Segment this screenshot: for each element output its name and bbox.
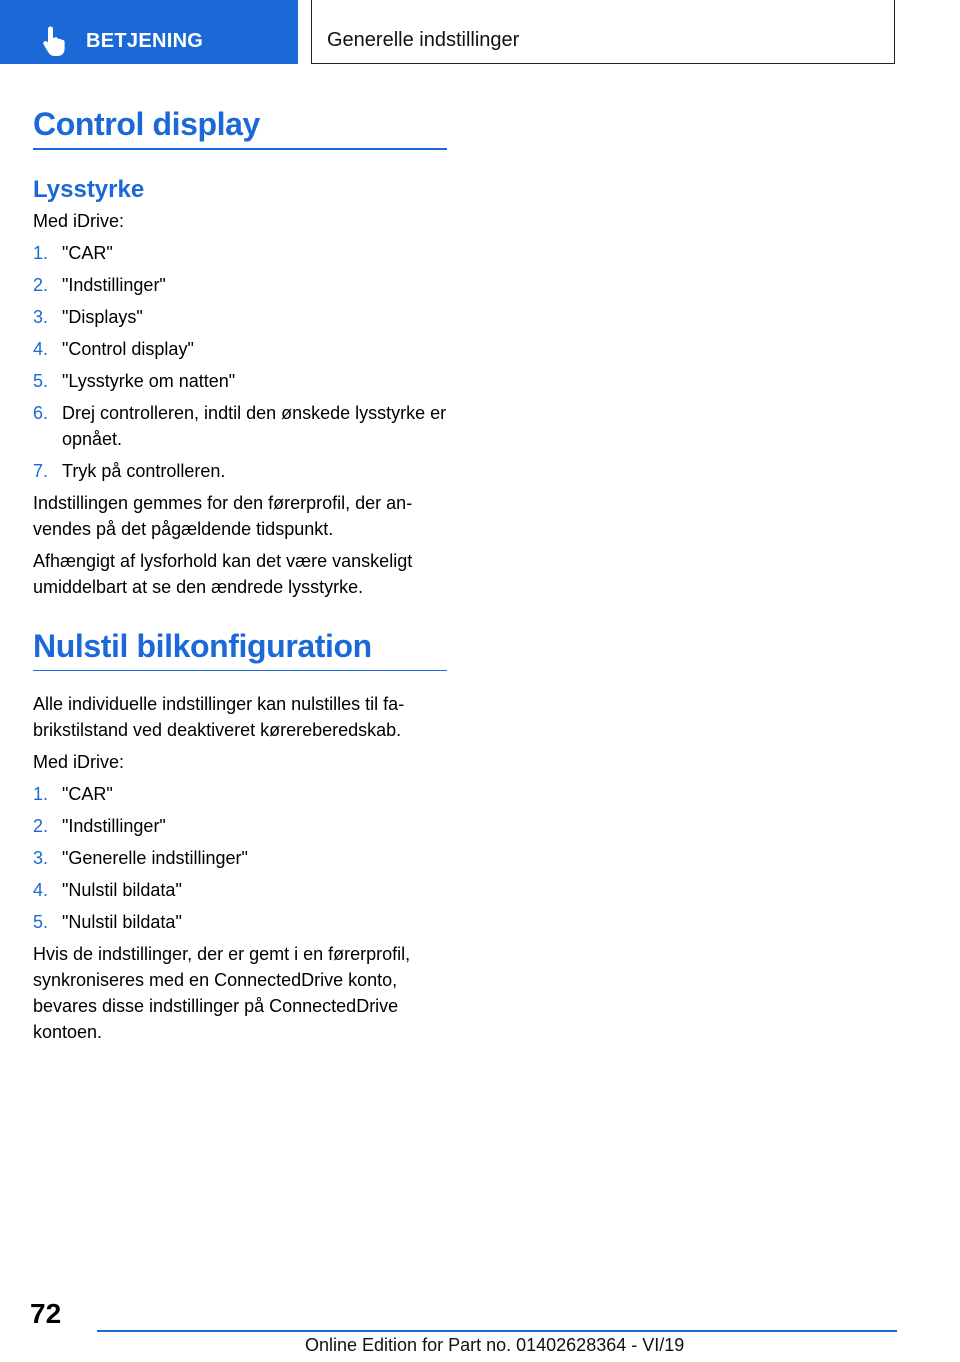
step-text: "Control display" <box>62 338 194 359</box>
step-item <box>33 272 447 298</box>
step-number: 1. <box>33 242 49 263</box>
page-number: 72 <box>30 1298 62 1329</box>
step-text: Tryk på controlleren. <box>62 460 226 481</box>
step-item <box>33 336 447 362</box>
hand-pointer-icon <box>40 26 66 56</box>
step-number: 3. <box>33 306 49 327</box>
step-item <box>33 368 447 394</box>
steps-list <box>33 240 447 484</box>
step-text: "CAR" <box>62 784 113 804</box>
section-name: BETJENING <box>86 30 204 52</box>
subheading-lysstyrke: Lysstyrke <box>33 175 145 203</box>
step-number: 2. <box>33 274 49 295</box>
step-text: "Indstillinger" <box>62 274 166 295</box>
body-paragraph: Alle individuelle indstillinger kan nulstilles til fabrikstilstand ved deaktiveret kørereberedskab. <box>33 694 405 740</box>
step-item <box>33 781 447 807</box>
step-item <box>33 240 447 266</box>
step-item <box>33 877 447 903</box>
step-text: "Nulstil bildata" <box>62 880 182 900</box>
edition-text: Online Edition for Part no. 01402628364 - VI/19 <box>305 1335 685 1355</box>
step-text: "Nulstil bildata" <box>62 912 182 932</box>
closing-paragraph: Hvis de indstillinger, der er gemt i en førerprofil, synkroniseres med en ConnectedDrive konto, bevares disse indstillinger på ConnectedDrive kontoen. <box>33 944 411 1042</box>
step-item <box>33 458 447 484</box>
step-text: "Displays" <box>62 306 143 327</box>
intro-text: Med iDrive: <box>33 752 125 772</box>
step-number: 7. <box>33 460 49 481</box>
footer-rule <box>97 1330 897 1332</box>
step-number: 4. <box>33 880 49 900</box>
step-item <box>33 845 447 871</box>
steps-list <box>33 781 447 935</box>
subsection-title: Generelle indstillinger <box>327 29 520 51</box>
step-number: 2. <box>33 816 49 836</box>
heading-control-display: Control display <box>33 106 260 142</box>
step-item <box>33 304 447 330</box>
step-item <box>33 909 447 935</box>
heading-nulstil: Nulstil bilkonfiguration <box>33 627 372 664</box>
step-number: 5. <box>33 370 49 391</box>
step-text: "CAR" <box>62 242 113 263</box>
subsection-header <box>311 0 895 64</box>
step-text: "Lysstyrke om natten" <box>62 370 236 391</box>
step-number: 3. <box>33 848 49 868</box>
step-text: Drej controlleren, indtil den ønskede lysstyrke er opnået. <box>62 402 447 449</box>
step-number: 4. <box>33 338 49 359</box>
step-text: "Generelle indstillinger" <box>62 848 248 868</box>
heading-rule <box>33 670 447 672</box>
step-number: 6. <box>33 402 49 423</box>
heading-rule <box>33 148 447 150</box>
step-text: "Indstillinger" <box>62 816 166 836</box>
note-paragraph: Afhængigt af lysforhold kan det være vanskeligt umiddelbart at se den ændrede lysstyrke. <box>33 550 413 597</box>
step-number: 5. <box>33 912 49 932</box>
note-paragraph: Indstillingen gemmes for den førerprofil, der anvendes på det pågældende tidspunkt. <box>33 492 413 539</box>
intro-text: Med iDrive: <box>33 210 125 231</box>
step-item <box>33 813 447 839</box>
section-tab <box>0 0 298 64</box>
step-number: 1. <box>33 784 49 804</box>
main-content <box>33 100 447 1045</box>
step-item <box>33 400 447 452</box>
